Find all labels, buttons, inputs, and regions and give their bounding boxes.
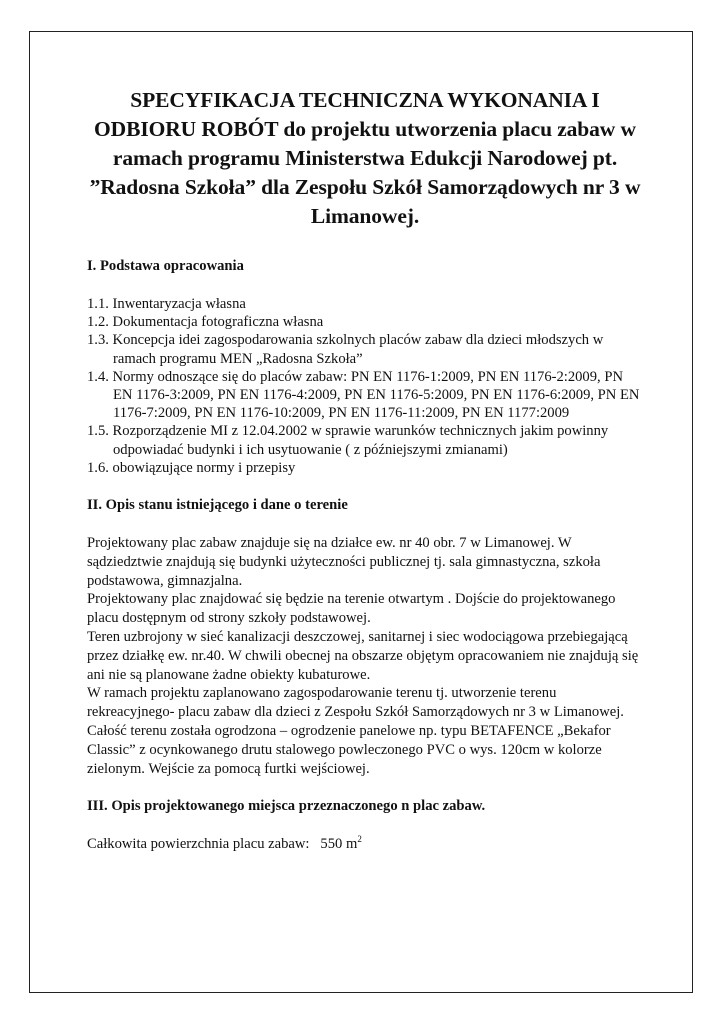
section-heading-3: III. Opis projektowanego miejsca przeznaczonego n plac zabaw. [87, 798, 486, 815]
list-item: 1.1. Inwentaryzacja własna [87, 296, 246, 312]
section-heading-1: I. Podstawa opracowania [87, 258, 244, 274]
paragraph: Teren uzbrojony w sieć kanalizacji deszczowej, sanitarnej i siec wodociągowa przebiegającą przez działkę ew. nr.40. W chwili obecnej na obszarze objętym opracowaniem nie znajdują się ani nie są planowane żadne obiekty kubaturowe. [87, 629, 639, 683]
paragraph: W ramach projektu zaplanowano zagospodarowanie terenu tj. utworzenie terenu rekreacyjnego- placu zabaw dla dzieci z Zespołu Szkół Samorządowych nr 3 w Limanowej. [87, 685, 624, 721]
area-line [87, 835, 643, 853]
list-item: 1.2. Dokumentacja fotograficzna własna [87, 314, 324, 331]
section-heading-2: II. Opis stanu istniejącego i dane o terenie [87, 497, 348, 514]
area-unit-exponent: 2 [357, 834, 362, 845]
list-item: 1.3. Koncepcja idei zagospodarowania szkolnych placów zabaw dla dzieci młodszych w ramach programu MEN „Radosna Szkoła” [87, 332, 604, 367]
list-item: 1.4. Normy odnoszące się do placów zabaw: PN EN 1176-1:2009, PN EN 1176-2:2009, PN EN 1176-3:2009, PN EN 1176-4:2009, PN EN 1176-5:2009, PN EN 1176-6:2009, PN EN 1176-7:2009, PN EN 1176-10:2009, PN EN 1176-11:2009, PN EN 1177:2009 [87, 368, 640, 422]
document-body [87, 86, 643, 853]
list-item: 1.5. Rozporządzenie MI z 12.04.2002 w sprawie warunków technicznych jakim powinny odpowiadać budynki i ich usytuowanie ( z późniejszymi zmianami) [87, 423, 609, 458]
area-label: Całkowita powierzchnia placu zabaw: [87, 836, 310, 853]
section1-list [87, 295, 643, 477]
area-value: 550 m [320, 836, 358, 853]
section2-text [87, 534, 643, 778]
list-item: 1.6. obowiązujące normy i przepisy [87, 459, 296, 476]
paragraph: Projektowany plac znajdować się będzie na terenie otwartym . Dojście do projektowanego placu dostępnym od strony szkoły podstawowej. [87, 591, 616, 627]
paragraph: Projektowany plac zabaw znajduje się na działce ew. nr 40 obr. 7 w Limanowej. W sądziedztwie znajdują się budynki użyteczności publicznej tj. sala gimnastyczna, szkoła podstawowa, gimnazjalna. [87, 535, 601, 589]
paragraph: Całość terenu została ogrodzona – ogrodzenie panelowe np. typu BETAFENCE „Bekafor Classic” z ocynkowanego drutu stalowego powleczonego PVC o wys. 120cm w kolorze zielonym. Wejście za pomocą furtki wejściowej. [87, 723, 611, 777]
document-title: SPECYFIKACJA TECHNICZNA WYKONANIA I ODBIORU ROBÓT do projektu utworzenia placu zabaw w ramach programu Ministerstwa Edukcji Narodowej pt. ”Radosna Szkoła” dla Zespołu Szkół Samorządowych nr 3 w Limanowej. [89, 88, 641, 228]
